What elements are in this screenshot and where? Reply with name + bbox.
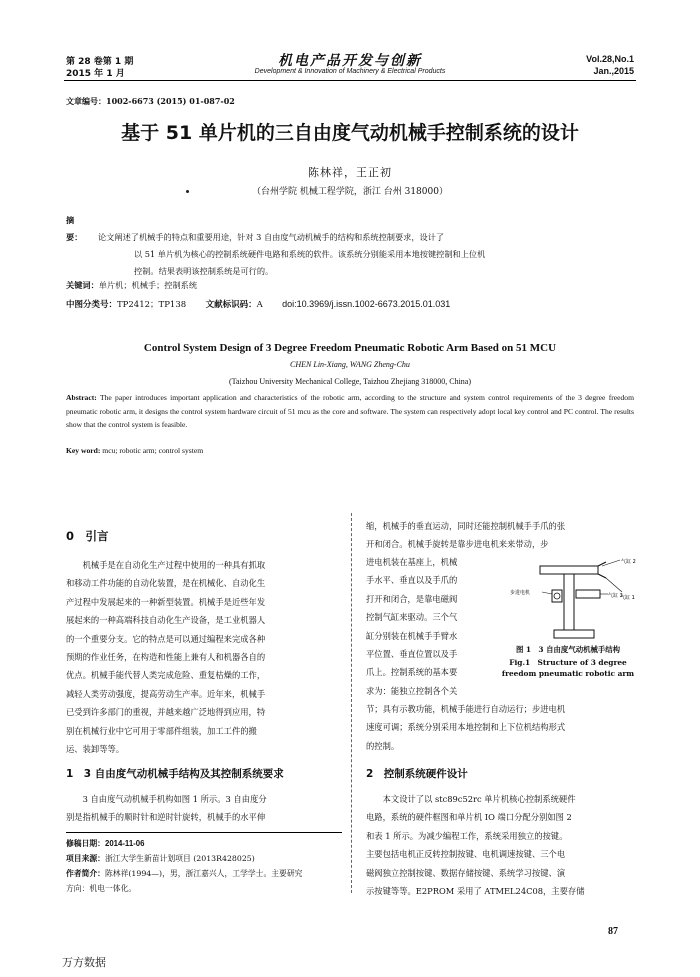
section-0-heading: 0 引言 [66, 529, 109, 543]
section-1-body [66, 790, 342, 808]
doi: doi:10.3969/j.issn.1002-6673.2015.01.031 [282, 299, 451, 309]
s0-line: 减轻人类劳动强度，提高劳动生产率。近年来，机械手 [66, 688, 266, 699]
auth-text-1: 陈林祥(1994—)，男，浙江嘉兴人，工学学士。主要研究 [104, 869, 303, 878]
authors: 陈林祥，王正初 [308, 166, 392, 179]
auth-text-2: 方向：机电一体化。 [66, 884, 137, 893]
page-number: 87 [608, 926, 618, 937]
r-line: 爪上。控制系统的基本要 [366, 667, 458, 678]
journal-title-en: Development & Innovation of Machinery & Electrical Products [254, 68, 446, 75]
s0-line: 机械手是在自动化生产过程中使用的一种具有抓取 [82, 560, 266, 570]
abstract-line-2: 以 51 单片机为核心的控制系统硬件电路和系统的软件。该系统分别能采用本地按键控制和上位机 [134, 249, 486, 259]
section-2-body [366, 790, 634, 900]
r-line: 求为：能独立控制各个关 [366, 685, 458, 696]
article-number: 文章编号：1002-6673 (2015) 01-087-02 [66, 96, 235, 106]
s0-line: 已受到许多部门的重视，并越来越广泛地得到应用，特 [66, 707, 266, 718]
figure-1-caption-cn: 图 1 3 自由度气动机械手结构 [515, 645, 621, 654]
paper-title: 基于 51 单片机的三自由度气动机械手控制系统的设计 [121, 122, 579, 144]
affiliation: （台州学院 机械工程学院，浙江 台州 318000） [252, 187, 448, 197]
keywords-label: 关键词： [66, 280, 99, 290]
keywords-cn [66, 280, 197, 291]
figure-1-robotic-arm [502, 556, 636, 640]
volume-cn: 第 28 卷第 1 期 [66, 57, 134, 67]
s2-line: 示按键等等。E2PROM 采用了 ATMEL24C08，主要存储 [366, 886, 585, 897]
section-0-body [66, 556, 342, 758]
gripper [598, 562, 606, 578]
s0-line: 和移动工件功能的自动化装置，是在机械化、自动化生 [66, 578, 266, 589]
volume-en: Vol.28,No.1 [586, 54, 634, 64]
english-abstract-text: The paper introduces important application and characteristics of the robotic arm, according to the structure and system control requirements of the 3 degree freedom pneumatic robotic arm, it designs the control system hardware circuit of 51 mcu as the core and software. The system can respectively adopt local key control and PC control. The results show that the control system is feasible. [66, 393, 634, 429]
journal-title-cn: 机电产品开发与创新 [278, 53, 422, 69]
s2-line: 电路，系统的硬件框图和单片机 IO 端口分配分别如图 2 [366, 812, 572, 823]
label-cylinder-2: 气缸 2 [621, 559, 636, 565]
doc-code-label: 文献标识码： [205, 300, 257, 310]
figure-1-caption-en-2: freedom pneumatic robotic arm [501, 669, 635, 678]
figure-1-caption-en-1: Fig.1 Structure of 3 degree [509, 658, 627, 667]
abstract-label: 摘 要： [66, 215, 83, 242]
date-cn: 2015 年 1 月 [66, 69, 125, 79]
section-2-heading: 2 控制系统硬件设计 [366, 768, 468, 780]
s1-line: 3 自由度气动机械手机构如图 1 所示。3 自由度分 [82, 794, 267, 804]
motor-block [552, 590, 562, 602]
r-line: 开和闭合。机械手旋转是靠步进电机来来带动，步 [366, 539, 549, 550]
s2-line: 本文设计了以 stc89c52rc 单片机核心控制系统硬件 [382, 794, 576, 804]
label-motor: 步进电机 [510, 590, 531, 596]
right-after-fig-body [366, 700, 634, 755]
recv-date: 2014-11-06 [104, 839, 145, 848]
s0-line: 产过程中发展起来的一种新型装置。机械手是近些年发 [66, 596, 266, 607]
label-cylinder-1: 气缸 1 [620, 595, 635, 601]
header-rule [64, 80, 636, 81]
s2-line: 和表 1 所示。为减少编程工作，系统采用独立的按键。 [366, 830, 568, 841]
proj-text: 浙江大学生新苗计划项目 (2013R428025) [104, 854, 255, 863]
class-value: TP2412；TP138 [117, 300, 187, 310]
r-line: 速度可调；系统分别采用本地控制和上下位机结构形式 [366, 722, 566, 733]
label-cylinder-3: 气缸 3 [608, 593, 623, 599]
s2-line: 主要包括电机正反转控制按键、电机调速按键、三个电 [366, 849, 566, 860]
english-kw-label: Key word: [66, 446, 101, 455]
r-line: 平位置、垂直位置以及手 [366, 649, 458, 660]
right-narrow-body [366, 553, 496, 700]
r-line: 的控制。 [366, 740, 400, 751]
english-affiliation: (Taizhou University Mechanical College, Taizhou Zhejiang 318000, China) [229, 377, 471, 386]
cylinder-3 [576, 590, 600, 598]
english-keywords [66, 446, 203, 455]
abstract-line-3: 控制。结果表明该控制系统是可行的。 [134, 266, 274, 276]
doc-code-value: A [256, 300, 263, 310]
s0-line: 别在机械行业中它可用于零部件组装，加工工件的搬 [66, 725, 257, 736]
horizontal-arm [540, 566, 598, 574]
r-line: 进电机装在基座上，机械 [366, 557, 458, 567]
s0-line: 展起来的一种高端科技自动化生产设备，是工业机器人 [66, 615, 266, 626]
r-line: 打开和闭合，是靠电磁阀 [366, 593, 458, 604]
s2-line: 磁阀独立控制按键、数据存储按键、系统学习按键、演 [366, 867, 566, 878]
english-kw-text: mcu; robotic arm; control system [102, 446, 204, 455]
r-line: 手水平、垂直以及手爪的 [366, 575, 458, 586]
class-label: 中图分类号： [66, 300, 118, 310]
s1-line: 别是指机械手的顺时针和逆时针旋转，机械手的水平伸 [66, 812, 266, 822]
recv-label: 修稿日期： [66, 839, 105, 848]
auth-label: 作者简介： [66, 869, 105, 878]
arm-base [554, 630, 594, 638]
footnote-rule [66, 832, 342, 833]
abstract-line-1: 论文阐述了机械手的特点和重要用途，针对 3 自由度气动机械手的结构和系统控制要求，设计了 [98, 232, 445, 242]
s0-line: 的一个重要分支。它的特点是可以通过编程来完成各种 [66, 633, 266, 644]
abstract-cn [66, 212, 634, 280]
classification [66, 298, 450, 310]
r-line: 节；具有示教功能，机械手能进行自动运行；步进电机 [366, 704, 566, 714]
section-1-heading: 1 3 自由度气动机械手结构及其控制系统要求 [66, 768, 284, 780]
english-title: Control System Design of 3 Degree Freedom Pneumatic Robotic Arm Based on 51 MCU [143, 342, 557, 354]
r-line: 控制气缸来驱动。三个气 [366, 612, 458, 623]
date-en: Jan.,2015 [593, 66, 634, 76]
s0-line: 运、装卸等等。 [66, 744, 125, 755]
leader-motor [542, 592, 552, 594]
english-abstract-label: Abstract: [66, 393, 97, 402]
leader-c1 [606, 578, 622, 592]
watermark: 万方数据 [62, 956, 106, 969]
vertical-column [564, 570, 574, 630]
r-line: 缸分别装在机械手手臂水 [366, 630, 458, 641]
footnote [66, 836, 356, 896]
english-abstract [66, 391, 634, 432]
keywords-text: 单片机；机械手；控制系统 [98, 280, 198, 290]
r-line: 缩，机械手的垂直运动，同时还能控制机械手手爪的张 [366, 521, 566, 531]
proj-label: 项目来源： [66, 854, 105, 863]
right-top-body [366, 517, 634, 554]
english-authors: CHEN Lin-Xiang, WANG Zheng-Chu [290, 360, 410, 369]
section-1-body-2 [66, 808, 342, 826]
s0-line: 预期的作业任务，在构造和性能上兼有人和机器各自的 [66, 652, 266, 663]
s0-line: 优点。机械手能代替人类完成危险、重复枯燥的工作， [66, 670, 266, 681]
